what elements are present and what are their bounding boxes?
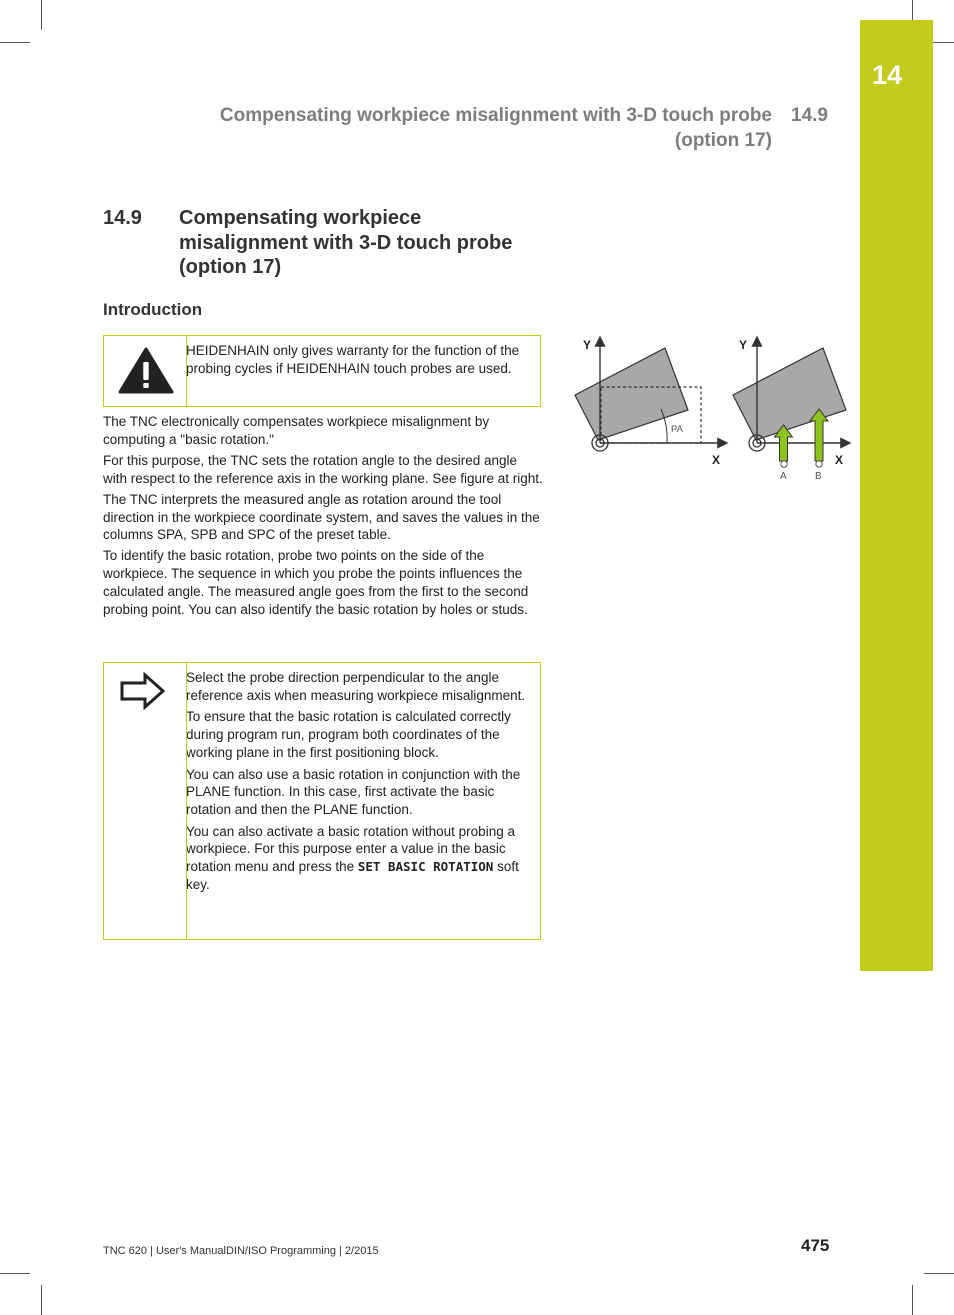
section-title-line2: misalignment with 3-D touch probe: [179, 231, 513, 254]
note-paragraph-last: [186, 823, 532, 894]
note-paragraph: You can also use a basic rotation in conjunction with the PLANE function. In this case, first activate the basic rotation and then the PLANE function.: [186, 766, 521, 817]
point-a-label: A: [780, 471, 787, 482]
crop-mark: [924, 1273, 954, 1274]
probe-arrow-b: [810, 409, 828, 461]
section-title-line1: Compensating workpiece: [179, 207, 422, 229]
right-y-label: Y: [739, 338, 748, 352]
note-box: [103, 662, 541, 940]
introduction-heading: Introduction: [103, 300, 203, 319]
section-title: [179, 206, 559, 280]
body-paragraph: To identify the basic rotation, probe two points on the side of the workpiece. The sequence in which you probe the points influences the calculated angle. The measured angle goes from the first to the second probing point. You can also identify the basic rotation by holes or studs.: [103, 548, 529, 617]
point-b-label: B: [815, 471, 822, 482]
angle-label: PA: [671, 424, 683, 435]
arrow-right-icon: [119, 671, 169, 711]
right-diagram: [733, 337, 850, 482]
section-title-line3: (option 17): [179, 256, 282, 278]
crop-mark: [41, 0, 42, 30]
left-x-label: X: [712, 453, 721, 467]
chapter-number: 14: [872, 60, 903, 90]
note-text-end: soft key.: [186, 859, 519, 892]
softkey-set-basic-rotation: SET BASIC ROTATION: [357, 859, 494, 875]
warning-text: HEIDENHAIN only gives warranty for the function of the probing cycles if HEIDENHAIN touch probes are used.: [186, 343, 520, 376]
page-number: 475: [801, 1236, 830, 1255]
introduction-body: [103, 413, 543, 622]
running-header-line1: Compensating workpiece misalignment with 3-D touch probe: [219, 105, 772, 126]
crop-mark: [41, 1285, 42, 1315]
warning-icon: [116, 346, 176, 396]
basic-rotation-figure: [565, 325, 855, 490]
crop-mark: [0, 42, 30, 43]
running-header-title: [132, 103, 772, 153]
note-text-start: You can also activate a basic rotation without probing a workpiece. For this purpose enter a value in the basic rotation menu and press the: [186, 823, 515, 875]
crop-mark: [0, 1273, 30, 1274]
running-header-number: 14.9: [791, 105, 828, 126]
section-number: 14.9: [103, 207, 142, 229]
body-paragraph: For this purpose, the TNC sets the rotation angle to the desired angle with respect to the reference axis in the working plane. See figure at right.: [103, 452, 543, 486]
running-header-line2: (option 17): [674, 130, 772, 151]
left-y-label: Y: [583, 338, 592, 352]
crop-mark: [912, 1285, 913, 1315]
footer-text: TNC 620 | User's ManualDIN/ISO Programming | 2/2015: [103, 1245, 379, 1257]
right-x-label: X: [835, 453, 844, 467]
body-paragraph: The TNC electronically compensates workpiece misalignment by computing a "basic rotation.": [103, 414, 490, 447]
point-a-marker: [781, 461, 787, 467]
point-b-marker: [816, 461, 822, 467]
body-paragraph: The TNC interprets the measured angle as rotation around the tool direction in the workpiece coordinate system, and saves the values in the columns SPA, SPB and SPC of the preset table.: [103, 491, 540, 543]
warning-box-side: [103, 336, 187, 406]
note-paragraph: Select the probe direction perpendicular to the angle reference axis when measuring workpiece misalignment.: [186, 670, 526, 703]
note-box-side: [103, 663, 187, 939]
workpiece-rotated-right: [733, 348, 846, 440]
note-paragraph: To ensure that the basic rotation is calculated correctly during program run, program both coordinates of the working plane in the first positioning block.: [186, 709, 511, 760]
chapter-tab: [860, 20, 933, 971]
warning-box: [103, 335, 541, 407]
left-diagram: [575, 337, 727, 467]
